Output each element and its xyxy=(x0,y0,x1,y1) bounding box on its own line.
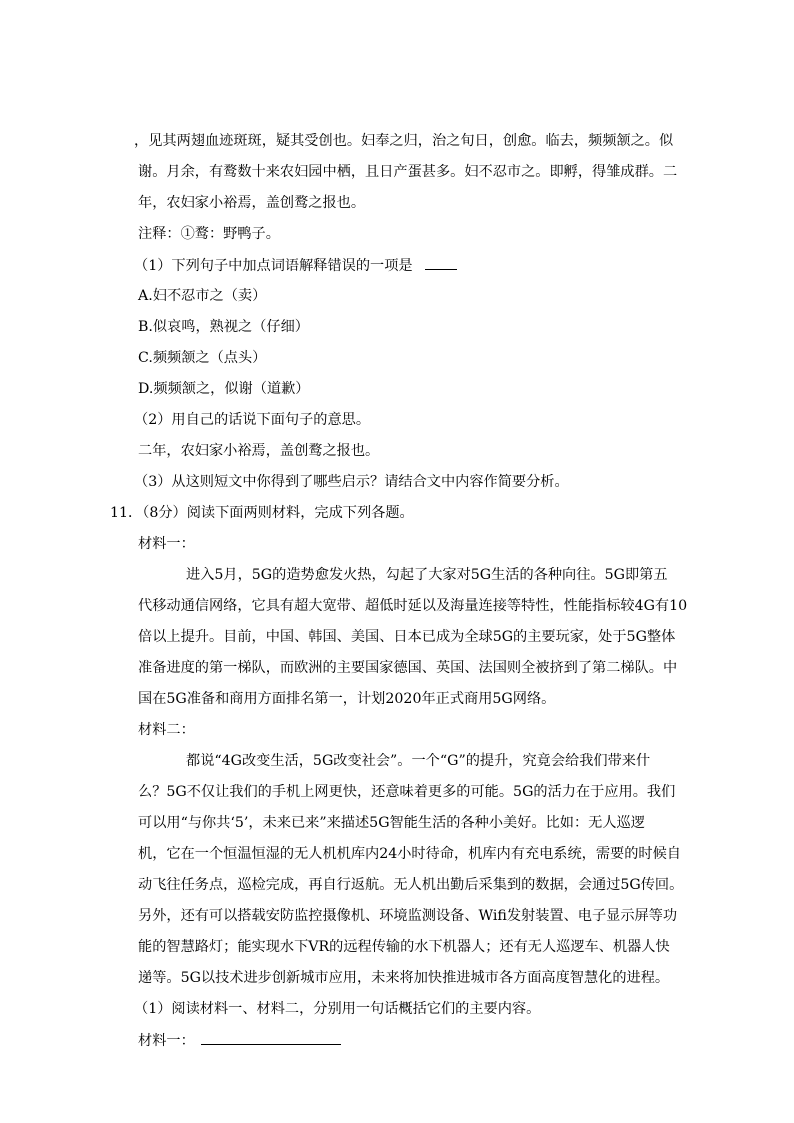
material-2-label: 材料二： xyxy=(138,722,195,738)
footnote: 注释：①鹜：野鸭子。 xyxy=(138,226,280,242)
passage-line: 年，农妇家小裕焉，盖创鹜之报也。 xyxy=(138,195,366,211)
question-intro: （8分）阅读下面两则材料，完成下列各题。 xyxy=(142,505,414,521)
quoted-sentence: 二年，农妇家小裕焉，盖创鹜之报也。 xyxy=(138,443,380,459)
material-2-line: 能的智慧路灯；能实现水下VR的远程传输的水下机器人；还有无人巡逻车、机器人快 xyxy=(138,939,670,955)
answer-blank[interactable] xyxy=(201,1030,341,1045)
material-2-line: 可以用“与你共‘5’，未来已来”来描述5G智能生活的各种小美好。比如：无人巡逻 xyxy=(138,815,645,831)
material-2-line: 递等。5G以技术进步创新城市应用，未来将加快推进城市各方面高度智慧化的进程。 xyxy=(138,970,670,986)
answer-line xyxy=(138,1030,341,1051)
option-a: A.妇不忍市之（卖） xyxy=(138,288,267,304)
option-c: C.频频颔之（点头） xyxy=(138,350,267,366)
material-1-line: 倍以上提升。目前，中国、韩国、美国、日本已成为全球5G的主要玩家，处于5G整体 xyxy=(138,629,676,645)
question-11-header xyxy=(110,503,414,523)
question-11-1: （1）阅读材料一、材料二，分别用一句话概括它们的主要内容。 xyxy=(134,1001,541,1017)
material-2-line: 机，它在一个恒温恒湿的无人机机库内24小时待命，机库内有充电系统，需要的时候自 xyxy=(138,846,681,862)
material-1-line: 进入5月，5G的造势愈发火热，勾起了大家对5G生活的各种向往。5G即第五 xyxy=(186,567,668,583)
answer-label: 材料一： xyxy=(138,1033,195,1049)
material-1-line: 代移动通信网络，它具有超大宽带、超低时延以及海量连接等特性，性能指标较4G有10 xyxy=(138,598,688,614)
material-2-line: 都说“4G改变生活，5G改变社会”。一个“G”的提升，究竟会给我们带来什 xyxy=(186,753,651,769)
material-2-line: 动飞往任务点，巡检完成，再自行返航。无人机出勤后采集到的数据，会通过5G传回。 xyxy=(138,877,684,893)
material-1-line: 准备进度的第一梯队，而欧洲的主要国家德国、英国、法国则全被挤到了第二梯队。中 xyxy=(138,660,678,676)
question-text: （1）下列句子中加点词语解释错误的一项是 xyxy=(134,258,413,274)
material-2-line: 另外，还有可以搭载安防监控摄像机、环境监测设备、Wifi发射装置、电子显示屏等功 xyxy=(138,908,678,924)
material-1-line: 国在5G准备和商用方面排名第一，计划2020年正式商用5G网络。 xyxy=(138,691,556,707)
material-2-line: 么？5G不仅让我们的手机上网更快，还意味着更多的可能。5G的活力在于应用。我们 xyxy=(138,784,676,800)
question-10-3: （3）从这则短文中你得到了哪些启示？请结合文中内容作简要分析。 xyxy=(134,474,569,490)
option-b: B.似哀鸣，熟视之（仔细） xyxy=(138,319,309,335)
passage-line: 谢。月余，有鹜数十来农妇园中栖，且日产蛋甚多。妇不忍市之。即孵，得雏成群。二 xyxy=(138,164,678,180)
question-10-2: （2）用自己的话说下面句子的意思。 xyxy=(134,412,371,428)
answer-blank[interactable] xyxy=(425,255,457,270)
passage-line: ，见其两翅血迹斑斑，疑其受创也。妇奉之归，治之旬日，创愈。临去，频频颔之。似 xyxy=(134,133,674,149)
question-number: 11． xyxy=(110,505,143,521)
option-d: D.频频颔之，似谢（道歉） xyxy=(138,381,310,397)
question-10-1 xyxy=(134,255,457,276)
material-1-label: 材料一： xyxy=(138,536,195,552)
